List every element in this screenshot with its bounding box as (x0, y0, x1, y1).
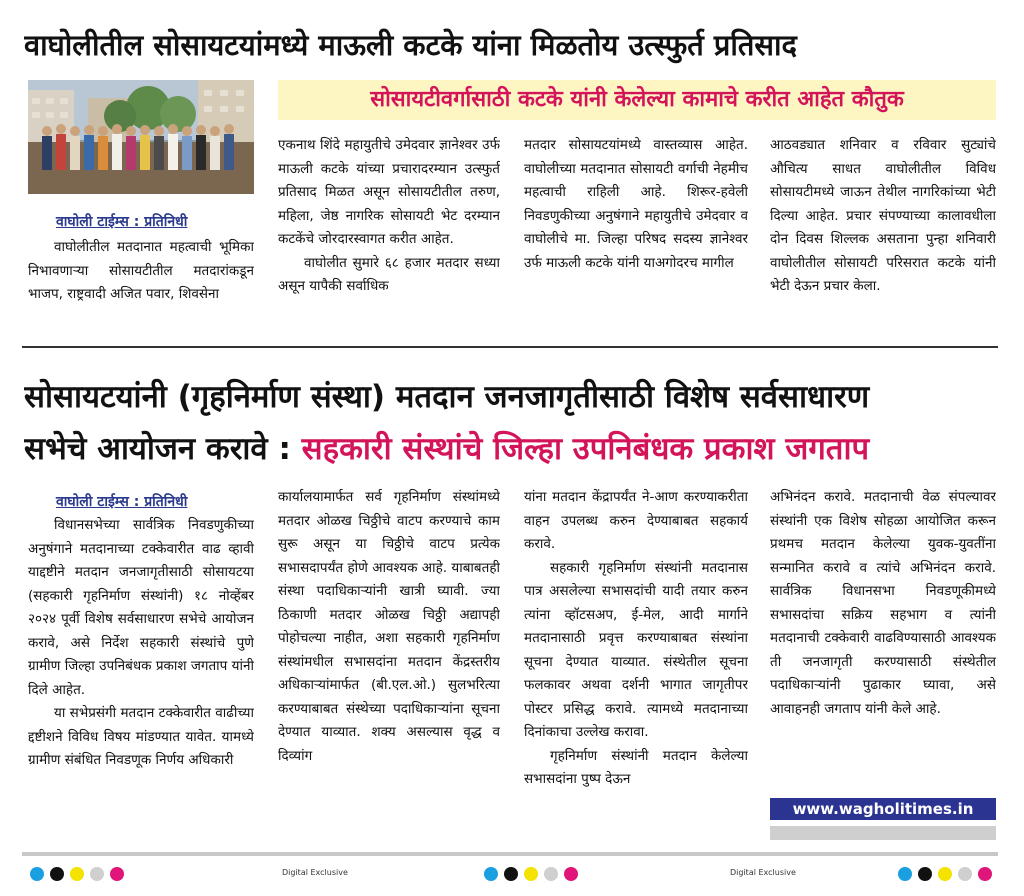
headline-2-main: सभेचे आयोजन करावे : (24, 431, 302, 467)
black-dot-icon (50, 867, 64, 881)
article-2-column-2 (278, 486, 500, 846)
group-photo-image (28, 80, 254, 194)
article-2-col1-para-2: या सभेप्रसंगी मतदान टक्केवारीत वाढीच्या द्दष्टीशने विविध विषय मांडण्यात यावेत. यामध्ये ग्रामीण संबंधित निवडणूक निर्णय अधिकारी (28, 705, 254, 768)
yellow-dot-icon (938, 867, 952, 881)
website-link[interactable]: www.wagholitimes.in (770, 798, 996, 820)
article-1-byline: वाघोली टाईम्स : प्रतिनिधी (56, 214, 188, 230)
headline-1: वाघोलीतील सोसायटयांमध्ये माऊली कटके यांना मिळतोय उत्स्फुर्त प्रतिसाद (24, 28, 797, 62)
article-1-col2-para-2: वाघोलीत सुमारे ६८ हजार मतदार सध्या असून यापैकी सर्वाधिक (278, 254, 500, 294)
article-2-byline: वाघोली टाईम्स : प्रतिनिधी (56, 494, 188, 510)
color-registration-dots-center (484, 867, 578, 881)
article-2-column-3 (524, 486, 748, 846)
article-1-column-4 (770, 134, 996, 334)
headline-2-highlight: सहकारी संस्थांचे जिल्हा उपनिबंधक प्रकाश जगताप (301, 431, 870, 467)
article-1-col2-para-1: एकनाथ शिंदे महायुतीचे उमेदवार ज्ञानेश्वर उर्फ माऊली कटके यांच्या प्रचारादरम्यान उत्स्फुर्त प्रतिसाद मिळत असून सोसायटीतील तरुण, महिला, जेष्ठ नागरिक सोसायटी भेट दरम्यान कटकेंचे जोरदारस्वागत करीत आहेत. (278, 137, 500, 247)
headline-2-line-1: सोसायटयांनी (गृहनिर्माण संस्था) मतदान जनजागृतीसाठी विशेष सर्वसाधारण (24, 379, 870, 415)
article-2-column-1 (28, 514, 254, 846)
article-1-col3-text: मतदार सोसायटयांमध्ये वास्तव्यास आहेत. वाघोलीच्या मतदानात सोसायटी वर्गाची नेहमीच महत्वाची राहिली आहे. शिरूर-हवेली निवडणुकीच्या अनुषंगाने महायुतीचे उमेदवार व वाघोलीचे मा. जिल्हा परिषद सदस्य ज्ञानेश्वर उर्फ माऊली कटके यांनी याअगोदरच मागील (524, 137, 748, 271)
article-photo (28, 80, 254, 194)
subheadline-1-box (278, 80, 996, 120)
magenta-dot-icon (564, 867, 578, 881)
gray-dot-icon (544, 867, 558, 881)
article-1-column-2 (278, 134, 500, 334)
magenta-dot-icon (110, 867, 124, 881)
yellow-dot-icon (70, 867, 84, 881)
article-1-column-3 (524, 134, 748, 334)
footer-label-left: Digital Exclusive (282, 868, 348, 877)
color-registration-dots-right (898, 867, 992, 881)
article-2-col3-para-2: सहकारी गृहनिर्माण संस्थांनी मतदानास पात्र असलेल्या सभासदांची यादी तयार करुन त्यांना व्हॉटसअप, ई-मेल, आदी मार्गाने मतदानासाठी प्रवृत्त करण्याबाबत संस्थांना सूचना देण्यात याव्यात. संस्थेतील सूचना फलकावर अथवा दर्शनी भागात जागृतीपर पोस्टर प्रसिद्ध करावे. त्यामध्ये मतदानाच्या दिनांकाचा उल्लेख करावा. (524, 559, 748, 740)
gray-dot-icon (958, 867, 972, 881)
footer-rule (22, 852, 998, 856)
section-divider (22, 346, 998, 348)
article-1-col1-text: वाघोलीतील मतदानात महत्वाची भूमिका निभावणाऱ्या सोसायटीतील मतदारांकडून भाजप, राष्ट्रवादी अजित पवार, शिवसेना (28, 239, 254, 302)
article-2-col1-para-1: विधानसभेच्या सार्वत्रिक निवडणुकीच्या अनुषंगाने मतदानाच्या टक्केवारीत वाढ व्हावी याद्दष्टीने मतदान जनजागृतीसाठी सोसायटया (सहकारी गृहनिर्माण संस्थांनी) १८ नोव्हेंबर २०२४ पूर्वी विशेष सर्वसाधारण सभेचे आयोजन करावे, असे निर्देश सहकारी संस्थांचे पुणे ग्रामीण जिल्हा उपनिबंधक प्रकाश जगताप यांनी दिले आहेत. (28, 517, 254, 698)
cyan-dot-icon (898, 867, 912, 881)
gray-dot-icon (90, 867, 104, 881)
subheadline-1: सोसायटीवर्गासाठी कटके यांनी केलेल्या कामाचे करीत आहेत कौतुक (370, 87, 904, 112)
article-2-col4-text: अभिनंदन करावे. मतदानाची वेळ संपल्यावर संस्थांनी एक विशेष सोहळा आयोजित करून प्रथमच मतदान केलेल्या युवक-युवतींना सन्मानित करावे व त्यांचे अभिनंदन करावे. सार्वत्रिक विधानसभा निवडणूकीमध्ये सभासदांचा सक्रिय सहभाग व त्यांनी मतदानाची टक्केवारी वाढविण्यासाठी आवश्यक ती जनजागृती करण्यासाठी संस्थेतील पदाधिकाऱ्यांनी पुढाकार घ्यावा, असे आवाहनही जगताप यांनी केले आहे. (770, 489, 996, 717)
cyan-dot-icon (484, 867, 498, 881)
color-registration-dots-left (30, 867, 124, 881)
article-2-col3-para-3: गृहनिर्माण संस्थांनी मतदान केलेल्या सभासदांना पुष्प देऊन (524, 747, 748, 787)
headline-2-line-2 (24, 420, 1000, 478)
yellow-dot-icon (524, 867, 538, 881)
footer-label-right: Digital Exclusive (730, 868, 796, 877)
cyan-dot-icon (30, 867, 44, 881)
black-dot-icon (918, 867, 932, 881)
article-2-column-4 (770, 486, 996, 792)
black-dot-icon (504, 867, 518, 881)
article-2-col2-text: कार्यालयामार्फत सर्व गृहनिर्माण संस्थांमध्ये मतदार ओळख चिठ्ठीचे वाटप करण्याचे काम सुरू असून या चिठ्ठीचे वाटप प्रत्येक सभासदापर्यंत होणे आवश्यक आहे. याबाबतही संस्था पदाधिकाऱ्यांनी खात्री घ्यावी. ज्या ठिकाणी मतदार ओळख चिठ्ठी अद्यापही पोहोचल्या नाहीत, अशा सहकारी गृहनिर्माण संस्थांमधील सभासदांना मतदान केंद्रस्तरीय अधिकाऱ्यांमार्फत (बी.एल.ओ.) सुलभरित्या करण्याबाबत संस्थेच्या पदाधिकाऱ्यांना सूचना देण्यात याव्यात. शक्य असल्यास वृद्ध व दिव्यांग (278, 489, 500, 764)
article-1-column-1 (28, 236, 254, 334)
gray-strip (770, 826, 996, 840)
magenta-dot-icon (978, 867, 992, 881)
article-2-col3-para-1: यांना मतदान केंद्रापर्यंत ने-आण करण्याकरीता वाहन उपलब्ध करुन देण्याबाबत सहकार्य करावे. (524, 489, 748, 552)
article-1-col4-text: आठवड्यात शनिवार व रविवार सुट्यांचे औचित्य साधत वाघोलीतील विविध सोसायटीमध्ये जाऊन तेथील नागरिकांच्या भेटी दिल्या आहेत. प्रचार संपण्याच्या कालावधीला दोन दिवस शिल्लक असताना पुन्हा शनिवारी वाघोलीतील सोसायटी परिसरात कटके यांनी भेटी देऊन प्रचार केला. (770, 137, 996, 294)
